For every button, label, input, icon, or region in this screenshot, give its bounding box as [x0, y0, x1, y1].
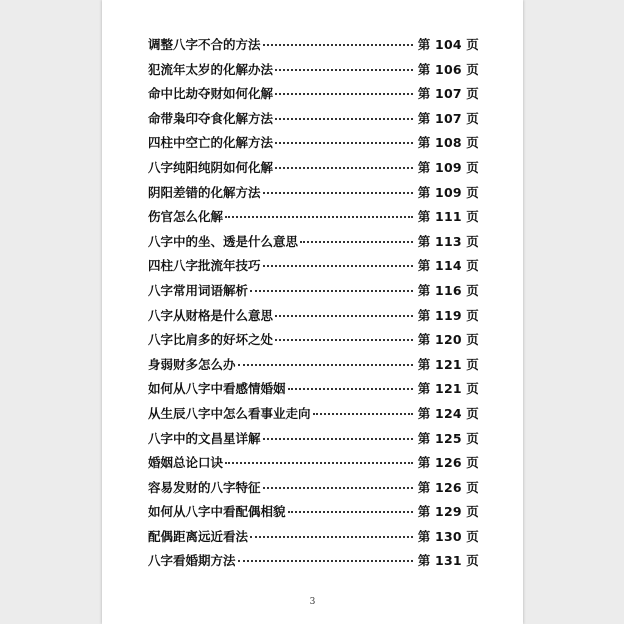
toc-entry-page: 第 109 页 [417, 184, 479, 200]
dot-leader [288, 388, 413, 390]
toc-entry-title: 八字纯阳纯阴如何化解 [148, 159, 274, 175]
toc-entry-title: 四柱八字批流年技巧 [148, 258, 261, 274]
toc-entry-title: 八字看婚期方法 [148, 553, 236, 569]
toc-entry-page: 第 104 页 [417, 37, 479, 52]
toc-entry-title: 从生辰八字中怎么看事业走向 [148, 405, 311, 421]
toc-entry-page: 第 107 页 [417, 110, 479, 126]
dot-leader [275, 69, 413, 71]
toc-entry[interactable] [148, 525, 479, 550]
toc-entry-title: 容易发财的八字特征 [148, 479, 261, 495]
toc-entry[interactable] [148, 377, 479, 402]
toc-entry-title: 如何从八字中看配偶相貌 [148, 504, 286, 520]
toc-entry-title: 如何从八字中看感情婚姻 [148, 381, 286, 397]
toc-entry[interactable] [148, 33, 479, 58]
dot-leader [250, 536, 413, 538]
dot-leader [288, 511, 413, 513]
toc-entry-page: 第 107 页 [417, 86, 479, 102]
toc-entry-page: 第 114 页 [417, 258, 479, 274]
toc-entry[interactable] [148, 353, 479, 378]
toc-entry[interactable] [148, 181, 479, 206]
toc-entry[interactable] [148, 254, 479, 279]
toc-entry-title: 配偶距离远近看法 [148, 528, 249, 544]
toc-entry-page: 第 108 页 [417, 135, 479, 151]
toc-entry[interactable] [148, 131, 479, 156]
toc-entry-page: 第 129 页 [417, 504, 479, 520]
toc-entry-page: 第 113 页 [417, 233, 479, 249]
dot-leader [263, 265, 413, 267]
toc-entry-title: 身弱财多怎么办 [148, 356, 236, 372]
toc-entry[interactable] [148, 304, 479, 329]
table-of-contents [148, 33, 479, 574]
toc-entry-title: 八字中的文昌星详解 [148, 430, 261, 446]
dot-leader [275, 93, 413, 95]
toc-entry-page: 第 131 页 [417, 553, 479, 569]
dot-leader [275, 339, 413, 341]
toc-entry[interactable] [148, 476, 479, 501]
document-page [102, 0, 523, 624]
dot-leader [300, 241, 413, 243]
toc-entry-page: 第 121 页 [417, 356, 479, 372]
toc-entry-title: 八字中的坐、透是什么意思 [148, 233, 299, 249]
toc-entry[interactable] [148, 427, 479, 452]
page-number: 3 [309, 597, 316, 607]
toc-entry[interactable] [148, 500, 479, 525]
dot-leader [238, 364, 413, 366]
toc-entry-title: 八字从财格是什么意思 [148, 307, 274, 323]
toc-entry[interactable] [148, 156, 479, 181]
toc-entry-page: 第 125 页 [417, 430, 479, 446]
toc-entry[interactable] [148, 230, 479, 255]
dot-leader [275, 315, 413, 317]
toc-entry-page: 第 130 页 [417, 528, 479, 544]
toc-entry-page: 第 116 页 [417, 282, 479, 298]
toc-entry-title: 八字常用词语解析 [148, 282, 249, 298]
toc-entry-title: 八字比肩多的好坏之处 [148, 332, 274, 348]
toc-entry[interactable] [148, 279, 479, 304]
toc-entry-title: 调整八字不合的方法 [148, 37, 261, 52]
toc-entry[interactable] [148, 402, 479, 427]
dot-leader [275, 142, 413, 144]
dot-leader [275, 118, 413, 120]
toc-entry-title: 阴阳差错的化解方法 [148, 184, 261, 200]
toc-entry-page: 第 121 页 [417, 381, 479, 397]
toc-entry-title: 婚姻总论口诀 [148, 455, 224, 471]
toc-entry-title: 伤官怎么化解 [148, 209, 224, 225]
toc-entry[interactable] [148, 82, 479, 107]
toc-entry-page: 第 106 页 [417, 61, 479, 77]
toc-entry[interactable] [148, 58, 479, 83]
toc-entry-title: 四柱中空亡的化解方法 [148, 135, 274, 151]
dot-leader [263, 487, 413, 489]
toc-entry-title: 命中比劫夺财如何化解 [148, 86, 274, 102]
toc-entry-page: 第 120 页 [417, 332, 479, 348]
toc-entry[interactable] [148, 205, 479, 230]
dot-leader [263, 438, 413, 440]
toc-entry-page: 第 126 页 [417, 479, 479, 495]
dot-leader [225, 216, 413, 218]
dot-leader [225, 462, 413, 464]
toc-entry[interactable] [148, 328, 479, 353]
toc-entry-page: 第 124 页 [417, 405, 479, 421]
dot-leader [238, 560, 413, 562]
toc-entry-title: 犯流年太岁的化解办法 [148, 61, 274, 77]
toc-entry-page: 第 111 页 [417, 209, 479, 225]
toc-entry-title: 命带枭印夺食化解方法 [148, 110, 274, 126]
dot-leader [263, 44, 413, 46]
dot-leader [275, 167, 413, 169]
toc-entry-page: 第 109 页 [417, 159, 479, 175]
dot-leader [250, 290, 413, 292]
toc-entry-page: 第 119 页 [417, 307, 479, 323]
toc-entry-page: 第 126 页 [417, 455, 479, 471]
toc-entry[interactable] [148, 107, 479, 132]
dot-leader [263, 192, 413, 194]
toc-entry[interactable] [148, 451, 479, 476]
dot-leader [313, 413, 413, 415]
toc-entry[interactable] [148, 549, 479, 574]
